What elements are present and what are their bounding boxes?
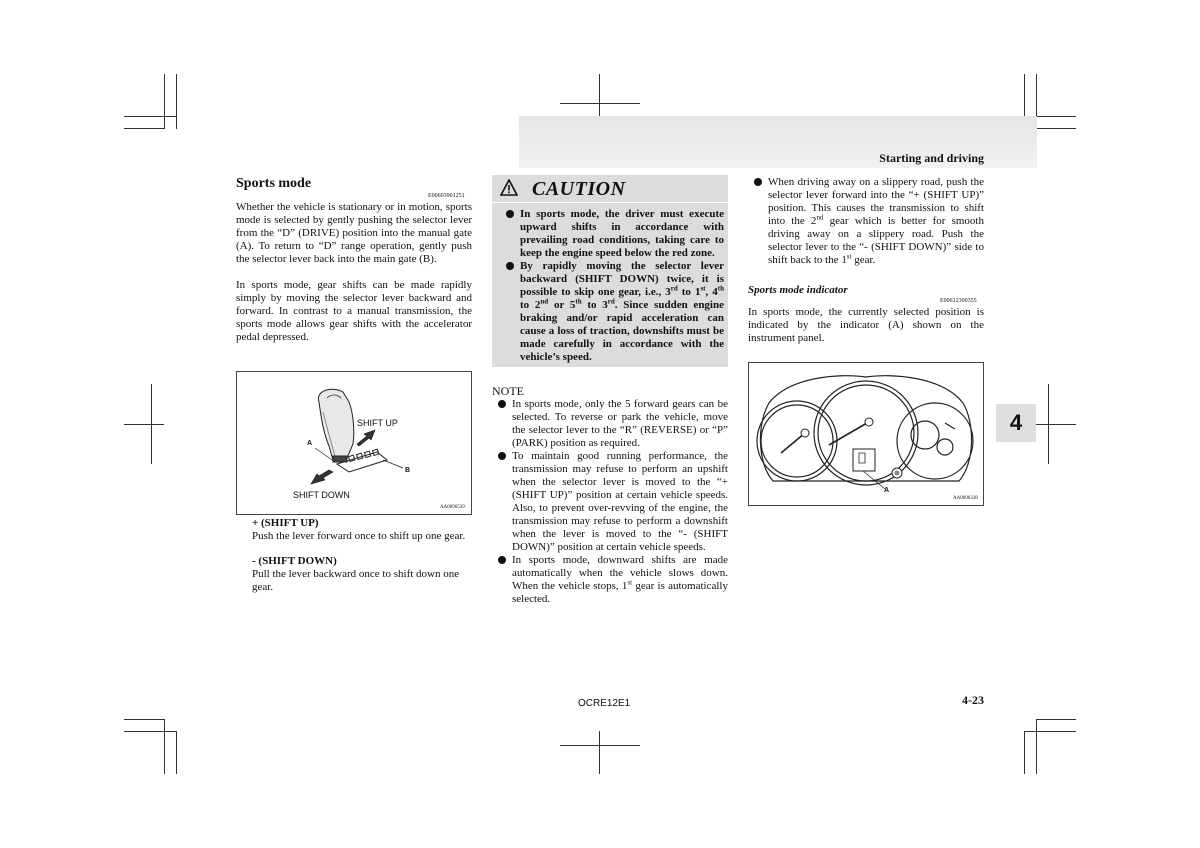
- shift-up-title: + (SHIFT UP): [252, 517, 319, 529]
- gate-b-label: B: [405, 467, 411, 474]
- shift-up-label: SHIFT UP: [357, 418, 398, 428]
- caution-item: By rapidly moving the selector lever backward (SHIFT DOWN) twice, it is possible to skip one gear, i.e., 3rd to 1st, 4th to 2nd or 5th to 3rd. Since sudden engine braking and/or rapid acceleration can cause a loss of traction, downshifts must be made carefully in accordance with the vehicle’s speed.: [500, 260, 724, 364]
- warning-triangle-icon: [500, 179, 518, 196]
- indicator-text-wrap: [748, 306, 984, 345]
- indicator-heading: Sports mode indicator: [748, 284, 848, 296]
- shift-lever-figure: [236, 371, 472, 515]
- sports-mode-heading: Sports mode: [236, 176, 312, 191]
- left-text: [236, 201, 472, 344]
- shift-lever-illustration: [237, 372, 471, 514]
- caution-item: In sports mode, the driver must execute upward shifts in accordance with prevailing road conditions, taking care to keep the engine speed below the red zone.: [500, 208, 724, 260]
- note-list: [492, 398, 728, 606]
- caution-list: [492, 203, 728, 364]
- note-item: In sports mode, downward shifts are made automatically when the vehicle slows down. When the vehicle stops, 1st gear is automatically selected.: [492, 554, 728, 606]
- sports-mode-code: E00603901251: [428, 193, 465, 199]
- indicator-a-label: A: [884, 487, 890, 494]
- shift-descriptions: [252, 517, 472, 594]
- shift-down-title: - (SHIFT DOWN): [252, 555, 337, 567]
- chapter-tab: 4: [996, 404, 1036, 442]
- indicator-code: E00612300355: [940, 298, 977, 304]
- note-title: NOTE: [492, 384, 524, 398]
- sports-mode-paragraph-1: Whether the vehicle is stationary or in motion, sports mode is selected by gently pushing the selector lever from the “D” (DRIVE) position into the manual gate (A). To return to “D” range operation, gently push the selector lever back into the main gate (B).: [236, 201, 472, 265]
- left-column: [236, 176, 472, 192]
- section-title: Starting and driving: [879, 151, 984, 165]
- shift-up-text: Push the lever forward once to shift up one gear.: [252, 530, 466, 542]
- document-code: OCRE12E1: [578, 698, 631, 709]
- caution-box: [492, 175, 728, 367]
- note-item: To maintain good running performance, the transmission may refuse to perform an upshift when the selector lever is moved to the “+ (SHIFT UP)” position at certain vehicle speeds. Also, to prevent over-revving of the engine, the transmission may refuse to perform a downshift when the lever is moved to the “- (SHIFT DOWN)” position at certain vehicle speeds.: [492, 450, 728, 554]
- shift-down-label: SHIFT DOWN: [293, 490, 350, 500]
- sports-mode-paragraph-2: In sports mode, gear shifts can be made rapidly simply by moving the selector lever backward and forward. In contrast to a manual transmission, the sports mode allows gear shifts with the accelerator pedal depressed.: [236, 279, 472, 343]
- instrument-cluster-illustration: [749, 363, 983, 505]
- gate-a-label: A: [307, 440, 313, 447]
- page-number: 4-23: [962, 693, 984, 707]
- note-item: In sports mode, only the 5 forward gears can be selected. To reverse or park the vehicle, move the selector lever to the “R” (REVERSE) or “P” (PARK) position as required.: [492, 398, 728, 450]
- panel-figure-code: AA0096328: [953, 496, 978, 501]
- slippery-road-item: When driving away on a slippery road, push the selector lever forward into the “+ (SHIFT UP)” position. This causes the transmission to shift into the 2nd gear which is better for smooth driving away on a slippery road. Push the selector lever to the “- (SHIFT DOWN)” side to shift back to the 1st gear.: [748, 176, 984, 267]
- shift-figure-code: AA0096539: [440, 505, 465, 510]
- note-section: [492, 385, 728, 606]
- right-bullet-list: [748, 176, 984, 267]
- indicator-text: In sports mode, the currently selected position is indicated by the indicator (A) shown on the instrument panel.: [748, 306, 984, 344]
- caution-header: [492, 175, 728, 203]
- caution-title: CAUTION: [532, 178, 626, 200]
- instrument-panel-figure: [748, 362, 984, 506]
- shift-down-text: Pull the lever backward once to shift down one gear.: [252, 568, 460, 593]
- right-column: [748, 176, 984, 297]
